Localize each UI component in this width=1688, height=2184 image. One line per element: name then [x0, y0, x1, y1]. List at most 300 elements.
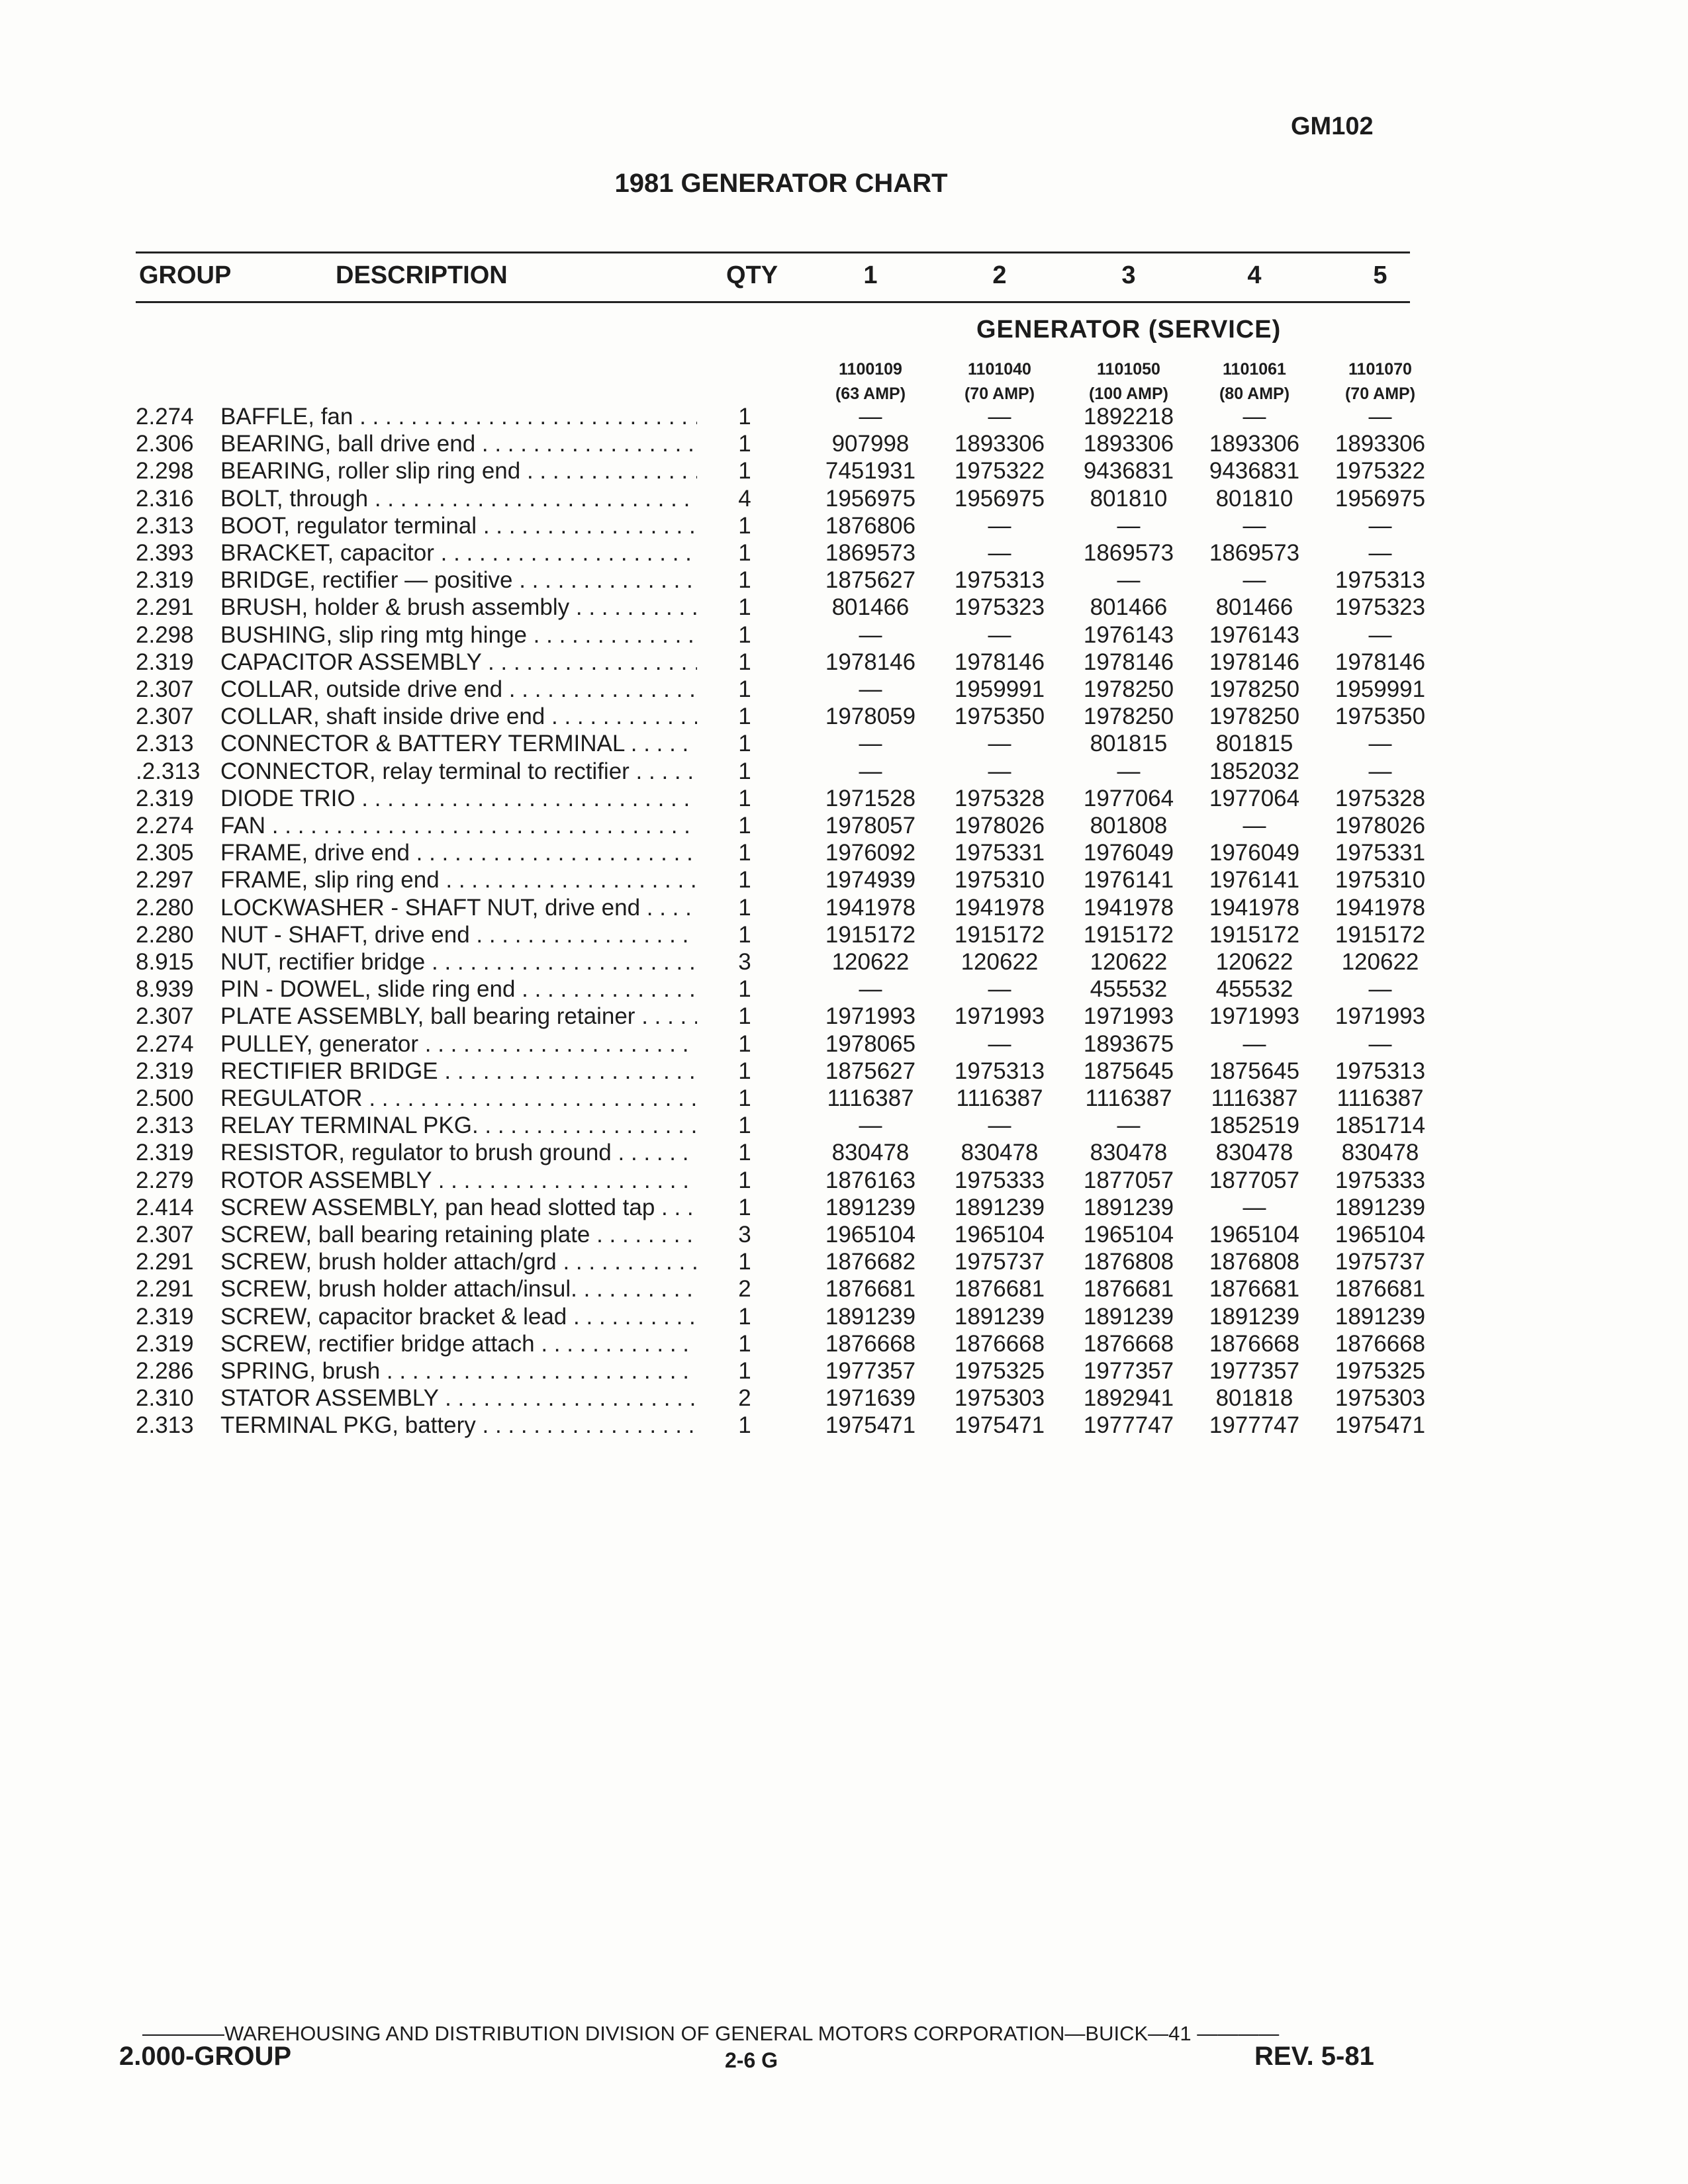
- table-row: [0, 513, 1523, 540]
- part-number-col-1: 1876682: [825, 1249, 916, 1275]
- part-number-col-4: 1852032: [1209, 758, 1300, 784]
- quantity: 1: [738, 921, 751, 948]
- part-number-col-4: —: [1243, 1030, 1266, 1057]
- part-number-col-2: 1975313: [954, 567, 1045, 594]
- group-number: 2.319: [136, 1330, 194, 1357]
- model-amp: (80 AMP): [1219, 385, 1290, 403]
- part-number-col-2: 1975350: [954, 704, 1045, 730]
- part-number-col-5: 830478: [1341, 1140, 1419, 1166]
- part-number-col-1: 1869573: [825, 540, 916, 566]
- part-number-col-2: 1893306: [954, 431, 1045, 457]
- part-number-col-1: 1978057: [825, 813, 916, 839]
- part-number-col-4: 1978250: [1209, 676, 1300, 702]
- group-number: 2.500: [136, 1085, 194, 1111]
- table-row: [0, 458, 1523, 485]
- table-row: [0, 731, 1523, 758]
- model-3: [1062, 357, 1195, 406]
- quantity: 1: [738, 649, 751, 675]
- table-row: [0, 895, 1523, 922]
- part-number-col-4: —: [1243, 567, 1266, 594]
- part-number-col-4: 9436831: [1209, 458, 1300, 484]
- part-number-col-5: —: [1368, 1030, 1392, 1057]
- part-number-col-4: 801818: [1215, 1385, 1293, 1412]
- part-number-col-5: 1975328: [1335, 785, 1426, 811]
- part-number-col-4: 1976049: [1209, 840, 1300, 866]
- part-number-col-5: 1978026: [1335, 813, 1426, 839]
- group-number: 2.297: [136, 867, 194, 893]
- part-description: CONNECTOR & BATTERY TERMINAL . . .: [220, 731, 697, 757]
- part-number-col-1: 1875627: [825, 567, 916, 594]
- quantity: 3: [738, 949, 751, 975]
- header-description: DESCRIPTION: [336, 261, 508, 289]
- table-row: [0, 676, 1523, 704]
- table-row: [0, 622, 1523, 649]
- part-number-col-4: 801466: [1215, 594, 1293, 621]
- group-number: 2.316: [136, 485, 194, 512]
- quantity: 1: [738, 621, 751, 648]
- part-number-col-1: 801466: [831, 594, 910, 621]
- part-number-col-1: 1977357: [825, 1358, 916, 1384]
- quantity: 1: [738, 1303, 751, 1330]
- part-number-col-1: 1915172: [825, 921, 916, 948]
- part-description: REGULATOR . . .: [220, 1085, 697, 1112]
- quantity: 1: [738, 1194, 751, 1220]
- group-number: 2.307: [136, 704, 194, 730]
- part-number-col-4: —: [1243, 404, 1266, 430]
- part-number-col-4: 1876808: [1209, 1249, 1300, 1275]
- part-number-col-1: —: [859, 731, 882, 757]
- part-number-col-4: 120622: [1215, 949, 1293, 975]
- part-number-col-3: —: [1117, 758, 1141, 784]
- part-number-col-1: —: [859, 976, 882, 1003]
- part-number-col-5: —: [1368, 621, 1392, 648]
- table-row: [0, 976, 1523, 1003]
- part-number-col-2: —: [988, 758, 1011, 784]
- part-description: CONNECTOR, relay terminal to rectifier . . .: [220, 758, 697, 785]
- part-number-col-1: 1875627: [825, 1058, 916, 1084]
- part-description: BAFFLE, fan . . .: [220, 404, 697, 430]
- table-row: [0, 1031, 1523, 1058]
- part-number-col-3: 9436831: [1083, 458, 1174, 484]
- table-row: [0, 1003, 1523, 1030]
- part-number-col-3: 801466: [1090, 594, 1168, 621]
- part-description: RECTIFIER BRIDGE . . .: [220, 1058, 697, 1085]
- model-amp: (100 AMP): [1089, 385, 1168, 403]
- group-number: 8.939: [136, 976, 194, 1003]
- part-description: BRUSH, holder & brush assembly . . .: [220, 594, 697, 621]
- part-number-col-3: 1892941: [1083, 1385, 1174, 1412]
- part-number-col-2: 1975310: [954, 867, 1045, 893]
- quantity: 4: [738, 485, 751, 512]
- table-row: [0, 1249, 1523, 1276]
- group-number: 2.274: [136, 404, 194, 430]
- group-number: 2.286: [136, 1358, 194, 1384]
- part-number-col-2: 1116387: [956, 1085, 1043, 1111]
- group-number: 2.307: [136, 676, 194, 702]
- part-number-col-2: 1975313: [954, 1058, 1045, 1084]
- part-description: FAN . . .: [220, 813, 697, 839]
- group-number: 8.915: [136, 949, 194, 975]
- part-description: COLLAR, outside drive end . . .: [220, 676, 697, 703]
- footer-group: 2.000-GROUP: [119, 2042, 292, 2071]
- table-row: [0, 540, 1523, 567]
- part-number-col-3: 1977357: [1083, 1358, 1174, 1384]
- part-description: SPRING, brush . . .: [220, 1358, 697, 1385]
- part-number-col-1: 1971993: [825, 1003, 916, 1030]
- part-number-col-5: 1975331: [1335, 840, 1426, 866]
- quantity: 1: [738, 813, 751, 839]
- part-number-col-2: 1876681: [954, 1276, 1045, 1302]
- part-number-col-3: 1875645: [1083, 1058, 1174, 1084]
- model-part: 1101070: [1348, 360, 1412, 379]
- table-row: [0, 1167, 1523, 1195]
- header-rule: [136, 301, 1410, 303]
- part-number-col-4: —: [1243, 813, 1266, 839]
- part-number-col-2: —: [988, 731, 1011, 757]
- group-number: 2.313: [136, 731, 194, 757]
- table-row: [0, 867, 1523, 894]
- part-number-col-5: 1116387: [1336, 1085, 1424, 1111]
- part-number-col-5: 1965104: [1335, 1222, 1426, 1248]
- part-number-col-3: 1876808: [1083, 1249, 1174, 1275]
- part-number-col-4: 1977357: [1209, 1358, 1300, 1384]
- quantity: 1: [738, 458, 751, 484]
- group-number: 2.307: [136, 1003, 194, 1030]
- quantity: 1: [738, 1412, 751, 1439]
- part-number-col-1: 1978059: [825, 704, 916, 730]
- group-number: 2.305: [136, 840, 194, 866]
- part-number-col-1: 1891239: [825, 1194, 916, 1220]
- part-number-col-2: 1915172: [954, 921, 1045, 948]
- group-number: 2.274: [136, 1030, 194, 1057]
- table-row: [0, 1140, 1523, 1167]
- group-number: 2.319: [136, 1058, 194, 1084]
- part-description: TERMINAL PKG, battery . . .: [220, 1412, 697, 1439]
- table-row: [0, 1412, 1523, 1439]
- header-col-5: 5: [1373, 261, 1387, 289]
- part-description: BRACKET, capacitor . . .: [220, 540, 697, 567]
- quantity: 1: [738, 1140, 751, 1166]
- part-number-col-5: 1975325: [1335, 1358, 1426, 1384]
- part-number-col-1: 1975471: [825, 1412, 916, 1439]
- part-number-col-3: 1893675: [1083, 1030, 1174, 1057]
- part-number-col-5: —: [1368, 976, 1392, 1003]
- part-number-col-3: —: [1117, 1113, 1141, 1139]
- part-number-col-3: 1941978: [1083, 894, 1174, 921]
- model-amp: (70 AMP): [1344, 385, 1416, 403]
- group-number: 2.280: [136, 894, 194, 921]
- part-description: BEARING, ball drive end . . .: [220, 431, 697, 457]
- part-number-col-3: 1977064: [1083, 785, 1174, 811]
- part-number-col-4: 1976143: [1209, 621, 1300, 648]
- part-number-col-1: —: [859, 621, 882, 648]
- part-number-col-2: —: [988, 404, 1011, 430]
- part-number-col-2: 1975331: [954, 840, 1045, 866]
- part-number-col-2: —: [988, 621, 1011, 648]
- table-row: [0, 1222, 1523, 1249]
- part-number-col-3: 1978250: [1083, 704, 1174, 730]
- part-description: BOOT, regulator terminal . . .: [220, 513, 697, 539]
- group-number: .2.313: [136, 758, 201, 784]
- part-number-col-1: 1971528: [825, 785, 916, 811]
- part-description: COLLAR, shaft inside drive end . . .: [220, 704, 697, 730]
- part-number-col-5: 1975313: [1335, 567, 1426, 594]
- part-number-col-5: 1978146: [1335, 649, 1426, 675]
- part-number-col-2: —: [988, 1030, 1011, 1057]
- page-title: 1981 GENERATOR CHART: [614, 169, 948, 198]
- header-col-2: 2: [992, 261, 1007, 289]
- part-number-col-1: 830478: [831, 1140, 910, 1166]
- table-row: [0, 486, 1523, 513]
- part-number-col-1: 1978146: [825, 649, 916, 675]
- part-description: NUT - SHAFT, drive end . . .: [220, 922, 697, 948]
- part-number-col-1: 7451931: [825, 458, 916, 484]
- group-number: 2.291: [136, 1249, 194, 1275]
- part-number-col-2: 1975322: [954, 458, 1045, 484]
- part-number-col-4: 1978250: [1209, 704, 1300, 730]
- group-number: 2.319: [136, 567, 194, 594]
- quantity: 1: [738, 512, 751, 539]
- quantity: 1: [738, 785, 751, 811]
- quantity: 1: [738, 894, 751, 921]
- part-number-col-2: 1975325: [954, 1358, 1045, 1384]
- quantity: 1: [738, 1030, 751, 1057]
- group-number: 2.414: [136, 1194, 194, 1220]
- header-col-1: 1: [863, 261, 878, 289]
- part-number-col-1: 1116387: [827, 1085, 914, 1111]
- part-number-col-4: —: [1243, 1194, 1266, 1220]
- table-row: [0, 567, 1523, 594]
- part-number-col-1: 1978065: [825, 1030, 916, 1057]
- header-col-3: 3: [1121, 261, 1136, 289]
- part-number-col-2: —: [988, 540, 1011, 566]
- part-number-col-3: 1892218: [1083, 404, 1174, 430]
- part-description: BUSHING, slip ring mtg hinge . . .: [220, 622, 697, 649]
- part-number-col-3: 120622: [1090, 949, 1168, 975]
- part-number-col-5: 1975303: [1335, 1385, 1426, 1412]
- group-number: 2.313: [136, 512, 194, 539]
- part-number-col-2: 1978146: [954, 649, 1045, 675]
- part-number-col-1: 1876668: [825, 1330, 916, 1357]
- part-number-col-3: 1877057: [1083, 1167, 1174, 1193]
- group-number: 2.279: [136, 1167, 194, 1193]
- part-number-col-1: 1974939: [825, 867, 916, 893]
- part-number-col-4: 1965104: [1209, 1222, 1300, 1248]
- part-number-col-2: 1876668: [954, 1330, 1045, 1357]
- part-number-col-3: 1976049: [1083, 840, 1174, 866]
- part-number-col-4: 1978146: [1209, 649, 1300, 675]
- part-number-col-4: 1869573: [1209, 540, 1300, 566]
- quantity: 1: [738, 1249, 751, 1275]
- model-part: 1101050: [1097, 360, 1160, 379]
- part-number-col-3: 1891239: [1083, 1194, 1174, 1220]
- part-number-col-5: 1956975: [1335, 485, 1426, 512]
- part-number-col-3: 1965104: [1083, 1222, 1174, 1248]
- part-number-col-2: 1971993: [954, 1003, 1045, 1030]
- table-row: [0, 1085, 1523, 1113]
- part-number-col-2: 1975323: [954, 594, 1045, 621]
- part-number-col-3: 1978250: [1083, 676, 1174, 702]
- table-row: [0, 1304, 1523, 1331]
- part-number-col-4: 1941978: [1209, 894, 1300, 921]
- part-description: NUT, rectifier bridge . . .: [220, 949, 697, 976]
- part-number-col-5: 1915172: [1335, 921, 1426, 948]
- footer-page-number: 2-6 G: [725, 2048, 778, 2072]
- header-qty: QTY: [726, 261, 778, 289]
- model-1: [804, 357, 937, 406]
- quantity: 1: [738, 840, 751, 866]
- table-row: [0, 649, 1523, 676]
- part-number-col-4: 801815: [1215, 731, 1293, 757]
- part-number-col-5: —: [1368, 540, 1392, 566]
- part-number-col-1: —: [859, 758, 882, 784]
- part-number-col-2: —: [988, 1113, 1011, 1139]
- model-4: [1188, 357, 1321, 406]
- part-description: CAPACITOR ASSEMBLY . . .: [220, 649, 697, 676]
- part-number-col-5: 1876681: [1335, 1276, 1426, 1302]
- part-number-col-4: 1876681: [1209, 1276, 1300, 1302]
- group-number: 2.313: [136, 1113, 194, 1139]
- part-number-col-3: 801810: [1090, 485, 1168, 512]
- part-number-col-5: 1893306: [1335, 431, 1426, 457]
- table-row: [0, 1331, 1523, 1358]
- part-number-col-2: 1956975: [954, 485, 1045, 512]
- part-number-col-4: 1876668: [1209, 1330, 1300, 1357]
- part-number-col-3: 1976141: [1083, 867, 1174, 893]
- top-rule: [136, 251, 1410, 253]
- quantity: 1: [738, 704, 751, 730]
- document-id: GM102: [1291, 113, 1374, 140]
- part-number-col-3: 1876668: [1083, 1330, 1174, 1357]
- table-row: [0, 1195, 1523, 1222]
- part-number-col-2: 1959991: [954, 676, 1045, 702]
- part-number-col-1: 1891239: [825, 1303, 916, 1330]
- part-number-col-2: 1978026: [954, 813, 1045, 839]
- quantity: 1: [738, 676, 751, 702]
- part-number-col-3: 1971993: [1083, 1003, 1174, 1030]
- part-number-col-4: 455532: [1215, 976, 1293, 1003]
- part-number-col-3: —: [1117, 567, 1141, 594]
- part-number-col-1: 1976092: [825, 840, 916, 866]
- part-number-col-3: 1977747: [1083, 1412, 1174, 1439]
- table-row: [0, 404, 1523, 431]
- part-number-col-2: 120622: [961, 949, 1039, 975]
- part-number-col-1: 1971639: [825, 1385, 916, 1412]
- table-row: [0, 1276, 1523, 1303]
- part-number-col-4: 1877057: [1209, 1167, 1300, 1193]
- part-description: BEARING, roller slip ring end . . .: [220, 458, 697, 484]
- part-number-col-4: 1852519: [1209, 1113, 1300, 1139]
- group-number: 2.306: [136, 431, 194, 457]
- part-description: LOCKWASHER - SHAFT NUT, drive end . . .: [220, 895, 697, 921]
- part-description: PIN - DOWEL, slide ring end . . .: [220, 976, 697, 1003]
- part-number-col-1: —: [859, 676, 882, 702]
- group-number: 2.319: [136, 649, 194, 675]
- group-number: 2.319: [136, 1140, 194, 1166]
- part-description: FRAME, slip ring end . . .: [220, 867, 697, 893]
- quantity: 1: [738, 567, 751, 594]
- part-number-col-2: —: [988, 512, 1011, 539]
- part-description: BRIDGE, rectifier — positive . . .: [220, 567, 697, 594]
- part-description: RESISTOR, regulator to brush ground . . .: [220, 1140, 697, 1166]
- quantity: 1: [738, 976, 751, 1003]
- header-col-4: 4: [1247, 261, 1262, 289]
- table-row: [0, 1113, 1523, 1140]
- model-amp: (63 AMP): [835, 385, 906, 403]
- part-description: ROTOR ASSEMBLY . . .: [220, 1167, 697, 1194]
- group-number: 2.313: [136, 1412, 194, 1439]
- part-number-col-5: 120622: [1341, 949, 1419, 975]
- quantity: 1: [738, 1330, 751, 1357]
- part-description: SCREW, capacitor bracket & lead . . .: [220, 1304, 697, 1330]
- part-number-col-1: 1956975: [825, 485, 916, 512]
- quantity: 1: [738, 1167, 751, 1193]
- part-number-col-1: 1876681: [825, 1276, 916, 1302]
- part-number-col-5: —: [1368, 404, 1392, 430]
- table-row: [0, 594, 1523, 621]
- part-description: SCREW, brush holder attach/insul. . . .: [220, 1276, 697, 1302]
- part-number-col-5: —: [1368, 512, 1392, 539]
- part-number-col-5: 1975737: [1335, 1249, 1426, 1275]
- quantity: 2: [738, 1276, 751, 1302]
- part-description: DIODE TRIO . . .: [220, 786, 697, 812]
- part-number-col-5: 1975323: [1335, 594, 1426, 621]
- part-number-col-2: —: [988, 976, 1011, 1003]
- footer-revision: REV. 5-81: [1254, 2042, 1374, 2071]
- part-number-col-1: 1876806: [825, 512, 916, 539]
- model-2: [933, 357, 1066, 406]
- group-number: 2.393: [136, 540, 194, 566]
- table-row: [0, 704, 1523, 731]
- part-number-col-3: 1976143: [1083, 621, 1174, 648]
- table-row: [0, 840, 1523, 867]
- part-number-col-3: 1893306: [1083, 431, 1174, 457]
- part-number-col-3: —: [1117, 512, 1141, 539]
- part-number-col-5: 1891239: [1335, 1303, 1426, 1330]
- header-group: GROUP: [139, 261, 232, 289]
- group-number: 2.291: [136, 1276, 194, 1302]
- part-number-col-4: 1875645: [1209, 1058, 1300, 1084]
- table-row: [0, 1058, 1523, 1085]
- part-number-col-2: 830478: [961, 1140, 1039, 1166]
- part-number-col-1: 1876163: [825, 1167, 916, 1193]
- part-number-col-5: —: [1368, 758, 1392, 784]
- part-number-col-4: 1977747: [1209, 1412, 1300, 1439]
- part-number-col-1: 1941978: [825, 894, 916, 921]
- part-number-col-5: 1891239: [1335, 1194, 1426, 1220]
- quantity: 1: [738, 1358, 751, 1384]
- quantity: 1: [738, 758, 751, 784]
- part-number-col-2: 1975737: [954, 1249, 1045, 1275]
- part-description: RELAY TERMINAL PKG. . . .: [220, 1113, 697, 1139]
- quantity: 1: [738, 731, 751, 757]
- quantity: 3: [738, 1222, 751, 1248]
- part-number-col-1: 1965104: [825, 1222, 916, 1248]
- group-number: 2.298: [136, 621, 194, 648]
- part-description: PULLEY, generator . . .: [220, 1031, 697, 1058]
- part-number-col-4: 801810: [1215, 485, 1293, 512]
- table-row: [0, 949, 1523, 976]
- generator-heading: GENERATOR (SERVICE): [976, 316, 1282, 343]
- part-number-col-5: 1971993: [1335, 1003, 1426, 1030]
- part-number-col-1: —: [859, 1113, 882, 1139]
- part-number-col-5: 1876668: [1335, 1330, 1426, 1357]
- part-number-col-2: 1891239: [954, 1303, 1045, 1330]
- part-number-col-4: 1971993: [1209, 1003, 1300, 1030]
- part-number-col-4: 1891239: [1209, 1303, 1300, 1330]
- part-number-col-5: 1975313: [1335, 1058, 1426, 1084]
- quantity: 2: [738, 1385, 751, 1412]
